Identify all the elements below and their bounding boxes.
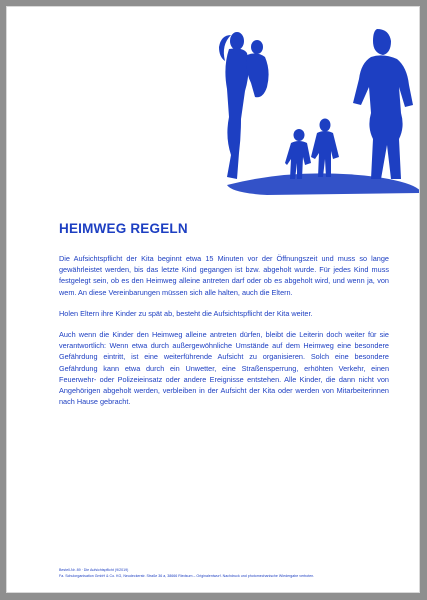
paragraph: Auch wenn die Kinder den Heimweg alleine antreten dürfen, bleibt die Leiterin doch weiter für sie verantwortlich: Wenn etwa durch außergewöhnliche Umstände auf dem Heimweg eine besondere Gefährdung eintritt, ist eine weiterführende Aufsicht zu organisieren. Solch eine besondere Gefährdung kann etwa durch ein Unwetter, eine Straßensperrung, erhöhten Verkehr, einen Feuerwehr- oder Polizeieinsatz oder andere Ereignisse entstehen. Alle Kinder, die dann nicht von Angehörigen abgeholt werden, verbleiben in der Aufsicht der Kita oder werden von Mitarbeiterinnen nach Hause gebracht. — [59, 330, 389, 407]
paragraph: Die Aufsichtspflicht der Kita beginnt etwa 15 Minuten vor der Öffnungszeit und muss so lange gewährleistet werden, bis das letzte Kind gegangen ist bzw. abgeholt wurde. Für jedes Kind muss festgelegt sein, ob es den Heimweg alleine antreten darf oder ob es abgeholt wird, und wenn ja, von wem. An diese Vereinbarungen müssen sich alle halten, auch die Eltern. — [59, 254, 389, 297]
document-sheet — [6, 6, 420, 593]
paragraph: Holen Eltern ihre Kinder zu spät ab, besteht die Aufsichtspflicht der Kita weiter. — [59, 308, 313, 318]
document-footer — [59, 567, 389, 579]
family-silhouettes-icon — [207, 27, 420, 197]
document-body — [59, 253, 389, 417]
footer-order-number: Bestell-Nr. 89 · Die Aufsichtspflicht (9/2019) — [59, 568, 129, 572]
footer-publisher: Fa. Schulorganisation GmbH & Co. KG, Neudeckerstr. Straße 36 a, 38666 Riedsum – Originalentwurf. Nachdruck und photomechanische Wiedergabe verboten. — [59, 574, 315, 578]
page-title: HEIMWEG REGELN — [59, 221, 188, 236]
